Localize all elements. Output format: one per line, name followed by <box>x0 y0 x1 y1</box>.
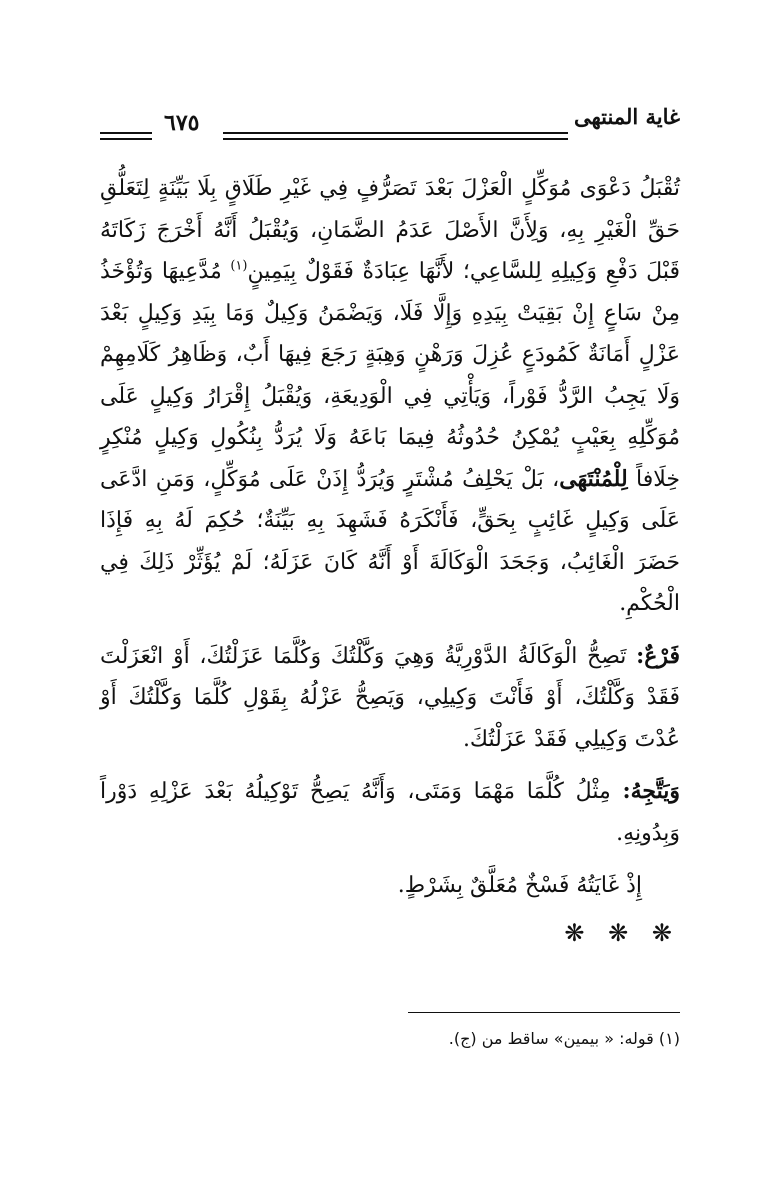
text-segment: إِذْ غَايَتُهُ فَسْخٌ مُعَلَّقٌ بِشَرْطٍ. <box>397 873 642 898</box>
book-title: غاية المنتهى <box>573 104 680 129</box>
paragraph-conclusion <box>100 865 680 907</box>
header-rule-right <box>223 132 568 140</box>
book-reference-bold: لِلْمُنْتَهَى <box>559 465 628 492</box>
footnote: (١) قوله: « بيمين» ساقط من (ج). <box>448 1029 680 1048</box>
text-segment: ، بَلْ يَحْلِفُ مُشْتَرٍ وَيُرَدُّ إِذَنْ عَلَى مُوَكِّلٍ، وَمَنِ ادَّعَى عَلَى وَكِيلٍ غَائِبٍ بِحَقٍّ، فَأَنْكَرَهُ فَشَهِدَ بِهِ بَيِّنَةٌ؛ حُكِمَ لَهُ بِهِ فَإِذَا حَضَرَ الْغَائِبُ، وَجَحَدَ الْوَكَالَةَ أَوْ أَنَّهُ كَانَ عَزَلَهُ؛ لَمْ يُؤَثِّرْ ذَلِكَ فِي الْحُكْمِ. <box>100 466 680 616</box>
page-number: ٦٧٥ <box>164 110 200 136</box>
section-lead-far: فَرْعٌ: <box>636 642 680 669</box>
paragraph-yattajih <box>100 771 680 854</box>
paragraph-far <box>100 636 680 761</box>
text-segment: تُقْبَلُ دَعْوَى مُوَكِّلٍ الْعَزْلَ بَعْدَ تَصَرُّفٍ فِي غَيْرِ طَلَاقٍ بِلَا بَيِّنَةٍ لِتَعَلُّقِ حَقِّ الْغَيْرِ بِهِ، وَلِأَنَّ الأَصْلَ عَدَمُ الضَّمَانِ، وَيُقْبَلُ أَنَّهُ أَخْرَجَ زَكَاتَهُ قَبْلَ دَفْعِ وَكِيلِهِ لِلسَّاعِي؛ لأَنَّهَا عِبَادَةٌ فَقَوْلٌ بِيَمِينٍ <box>100 176 680 284</box>
section-separator-stars: ❋ ❋ ❋ <box>564 918 680 947</box>
text-segment: مِثْلُ كُلَّمَا مَهْمَا وَمَتَى، وَأَنَّهُ يَصِحُّ تَوْكِيلُهُ بَعْدَ عَزْلِهِ دَوْراً وَبِدُونِهِ. <box>100 779 680 846</box>
running-header <box>100 100 680 150</box>
section-lead-yattajih: وَيَتَّجِهُ: <box>622 778 680 804</box>
main-text <box>100 168 680 954</box>
header-rule-left <box>100 132 152 140</box>
text-segment: مُدَّعِيهَا وَتُؤْخَذُ مِنْ سَاعٍ إِنْ بَقِيَتْ بِيَدِهِ وَإِلَّا فَلَا، وَيَضْمَنُ وَكِيلٌ وَمَا بِيَدِ وَكِيلٍ بَعْدَ عَزْلٍ أَمَانَةٌ كَمُودَعٍ عُزِلَ وَرَهْنٍ وَهِبَةٍ رَجَعَ فِيهَا أَبٌ، وَظَاهِرُ كَلَامِهِمْ وَلَا يَجِبُ الرَّدُّ فَوْراً، وَيَأْتِي فِي الْوَدِيعَةِ، وَيُقْبَلُ إِقْرَارُ وَكِيلٍ عَلَى مُوَكِّلِهِ بِعَيْبٍ يُمْكِنُ حُدُوثُهُ فِيمَا بَاعَهُ وَلَا يُرَدُّ بِنُكُولِ وَكِيلٍ مُنْكِرٍ خِلَافاً <box>100 259 680 492</box>
footnote-rule <box>408 1012 680 1013</box>
paragraph-1 <box>100 168 680 625</box>
text-segment: تَصِحُّ الْوَكَالَةُ الدَّوْرِيَّةُ وَهِيَ وَكَّلْتُكَ وَكُلَّمَا عَزَلْتُكَ، أَوْ انْعَزَلْتَ فَقَدْ وَكَّلْتُكَ، أَوْ فَأَنْتَ وَكِيلِي، وَيَصِحُّ عَزْلُهُ بِقَوْلِ كُلَّمَا وَكَّلْتُكَ أَوْ عُدْتَ وَكِيلِي فَقَدْ عَزَلْتُكَ. <box>100 643 680 752</box>
footnote-reference: (١) <box>230 258 248 274</box>
